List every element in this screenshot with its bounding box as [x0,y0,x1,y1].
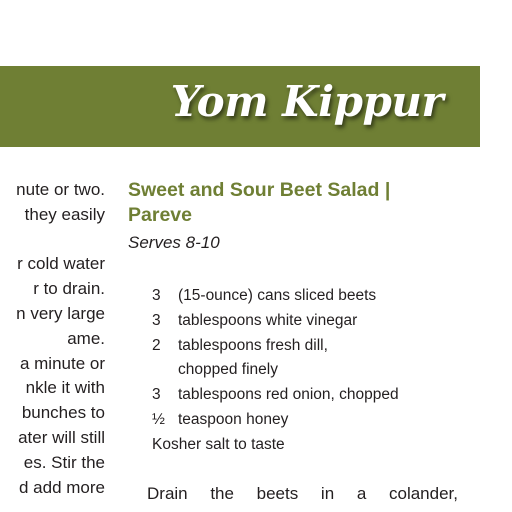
instructions-word: the [210,484,234,503]
left-column-line: they easily [24,204,105,224]
ingredient-text: tablespoons red onion, chopped [178,386,399,404]
ingredient-extra: Kosher salt to taste [152,435,285,453]
ingredient-item [152,309,472,334]
left-column-line: ater will still [18,427,105,447]
left-column-line: bunches to [21,403,105,423]
instructions-word: in [320,484,335,503]
ingredient-text: chopped finely [178,361,278,379]
ingredient-quantity: ½ [152,410,165,428]
left-column-line: nute or two. [16,180,105,199]
ingredient-quantity: 3 [152,386,161,404]
recipe-title-line: Pareve [128,204,192,226]
left-column-line: es. Stir the [23,452,105,472]
instructions-word: a [356,484,367,503]
left-column-line [0,228,105,253]
recipe-instructions [147,482,458,507]
ingredient-text: tablespoons white vinegar [178,311,358,329]
left-column-line: d add more [19,477,105,497]
instructions-word: Drain [147,484,188,503]
ingredient-text: teaspoon honey [178,410,289,428]
instructions-line [147,482,458,507]
ingredient-quantity: 2 [152,336,161,354]
left-column-line: r to drain. [33,279,105,299]
left-column-text [0,178,105,500]
instructions-word: colander, [389,484,458,503]
left-column-line: nkle it with [25,378,105,398]
left-column-line: n very large [16,303,105,323]
ingredient-item [152,284,472,309]
left-column-line: ame. [67,328,105,348]
ingredient-quantity [152,358,178,383]
recipe-title-line: Sweet and Sour Beet Salad | [128,179,391,201]
instructions-word: beets [256,484,299,503]
ingredient-item [152,408,472,433]
recipe-title [128,178,468,228]
ingredient-text: tablespoons fresh dill, [178,336,328,354]
ingredient-list [152,284,472,458]
ingredient-text: (15-ounce) cans sliced beets [178,287,377,304]
ingredient-item [152,334,472,359]
section-banner [0,66,480,147]
banner-title: Yom Kippur [170,77,443,126]
left-column-line: a minute or [19,353,105,373]
ingredient-quantity: 3 [152,287,161,304]
ingredient-item [152,358,472,383]
ingredient-item [152,383,472,408]
left-column-line: r cold water [17,254,105,274]
ingredient-quantity: 3 [152,311,161,329]
recipe-serves: Serves 8-10 [128,233,220,252]
